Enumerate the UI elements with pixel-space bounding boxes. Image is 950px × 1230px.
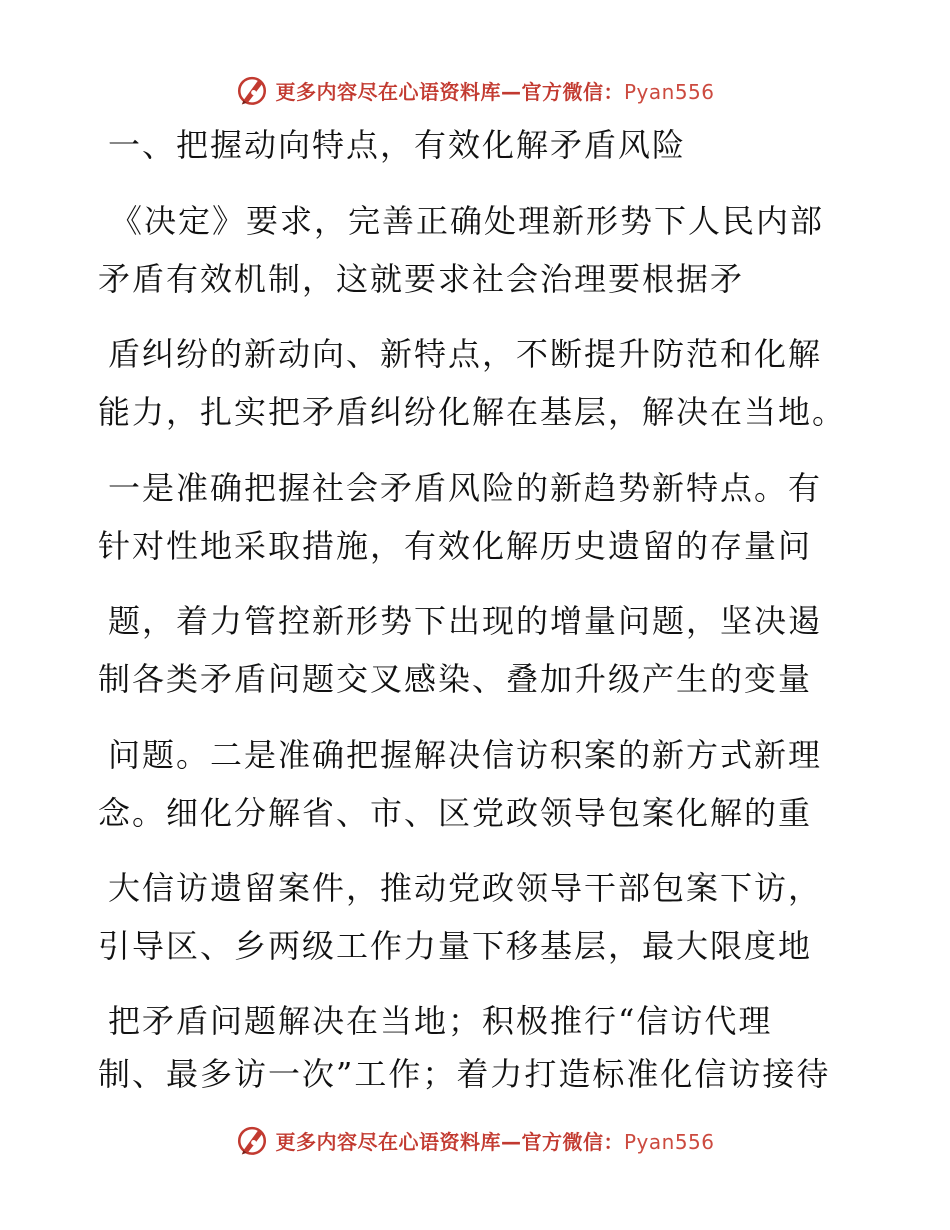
- watermark-wechat-label: —官方微信：: [500, 79, 624, 104]
- section-heading: 一、把握动向特点，有效化解矛盾风险: [108, 126, 687, 164]
- watermark-wechat-id: Pyan556: [623, 79, 715, 104]
- watermark-brand: 更多内容尽在心语资料库: [275, 1129, 501, 1154]
- watermark-content: [235, 73, 714, 107]
- body-line-1: 《决定》要求，完善正确处理新形势下人民内部: [110, 202, 825, 240]
- body-line-8: 制各类矛盾问题交叉感染、叠加升级产生的变量: [98, 660, 813, 698]
- body-line-13: 把矛盾问题解决在当地；积极推行“信访代理: [108, 1002, 773, 1040]
- body-line-3: 盾纠纷的新动向、新特点，不断提升防范和化解: [108, 335, 823, 373]
- body-line-5: 一是准确把握社会矛盾风险的新趋势新特点。有: [108, 469, 823, 507]
- body-line-14: 制、最多访一次”工作；着力打造标准化信访接待: [98, 1055, 831, 1093]
- watermark-banner-bottom: [0, 1120, 950, 1160]
- pen-logo-icon: [235, 1123, 269, 1157]
- body-line-2: 矛盾有效机制，这就要求社会治理要根据矛: [98, 260, 745, 298]
- body-line-9: 问题。二是准确把握解决信访积案的新方式新理: [108, 736, 823, 774]
- watermark-text: [275, 1126, 714, 1155]
- body-line-10: 念。细化分解省、市、区党政领导包案化解的重: [98, 794, 813, 832]
- body-line-7: 题，着力管控新形势下出现的增量问题，坚决遏: [108, 602, 823, 640]
- body-line-6: 针对性地采取措施，有效化解历史遗留的存量问: [98, 527, 813, 565]
- watermark-banner-top: [0, 70, 950, 110]
- body-line-4: 能力，扎实把矛盾纠纷化解在基层，解决在当地。: [98, 393, 847, 431]
- pen-logo-icon: [235, 73, 269, 107]
- watermark-wechat-id: Pyan556: [623, 1129, 715, 1154]
- body-line-12: 引导区、乡两级工作力量下移基层，最大限度地: [98, 927, 813, 965]
- body-line-11: 大信访遗留案件，推动党政领导干部包案下访，: [108, 869, 823, 907]
- watermark-wechat-label: —官方微信：: [500, 1129, 624, 1154]
- watermark-content: [235, 1123, 714, 1157]
- watermark-text: [275, 76, 714, 105]
- watermark-brand: 更多内容尽在心语资料库: [275, 79, 501, 104]
